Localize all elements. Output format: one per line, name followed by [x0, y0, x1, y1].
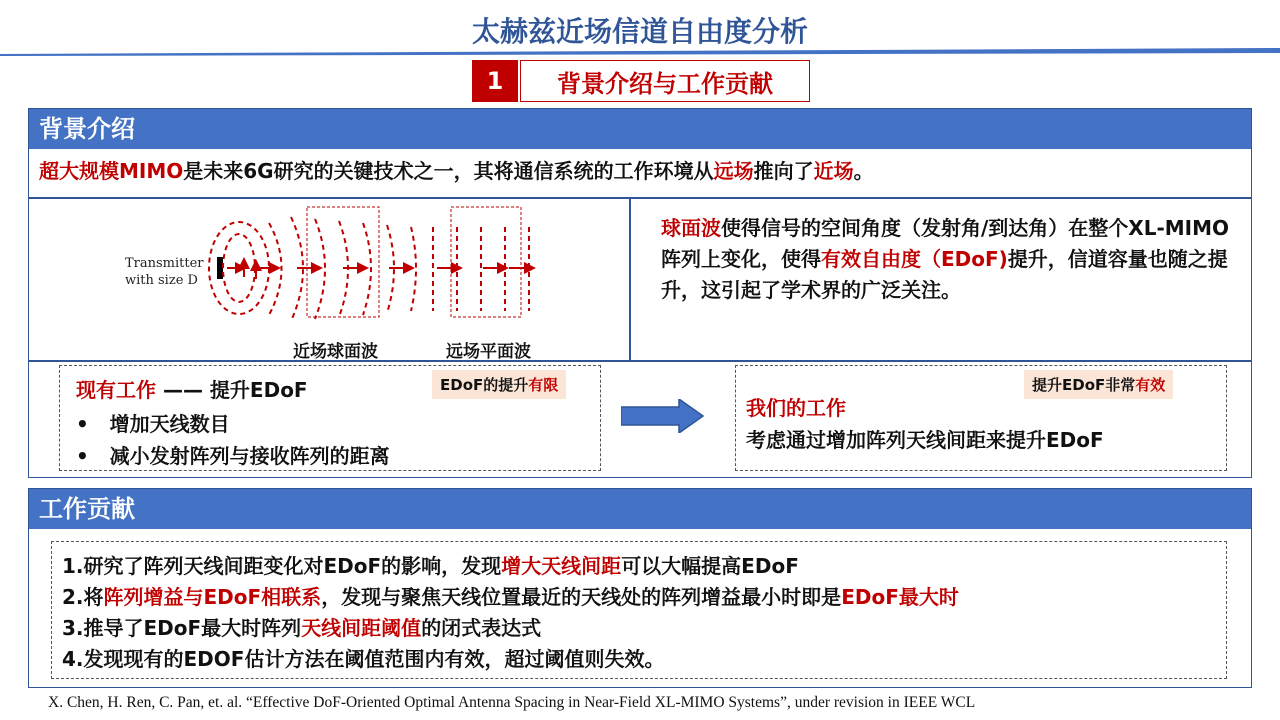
- existing-work-title: 现有工作 —— 提升EDoF: [76, 378, 308, 402]
- background-panel: [28, 108, 1252, 478]
- near-field-label: 近场球面波: [293, 342, 378, 362]
- transmitter-label: Transmitter with size D: [125, 256, 204, 288]
- list-item: 1.研究了阵列天线间距变化对EDoF的影响，发现增大天线间距可以大幅提高EDoF: [62, 554, 799, 578]
- list-item: 3.推导了EDoF最大时阵列天线间距阈值的闭式表达式: [62, 616, 542, 640]
- list-item: 2.将阵列增益与EDoF相联系，发现与聚焦天线位置最近的天线处的阵列增益最小时即是EDoF最大时: [62, 585, 959, 609]
- intro-text: 超大规模MIMO是未来6G研究的关键技术之一，其将通信系统的工作环境从远场推向了近场。: [39, 159, 874, 183]
- contribution-panel: [28, 488, 1252, 688]
- section-title: 背景介绍与工作贡献: [520, 60, 810, 102]
- divider: [629, 197, 631, 360]
- page-title: 太赫兹近场信道自由度分析: [471, 15, 808, 48]
- transmitter-icon: [217, 257, 223, 279]
- background-header: 背景介绍: [29, 109, 1251, 149]
- bullet-item: • 增加天线数目: [76, 412, 230, 436]
- our-work-desc: 考虑通过增加阵列天线间距来提升EDoF: [746, 428, 1104, 452]
- existing-work-tag: EDoF的提升有限: [432, 370, 566, 399]
- far-field-frame: [451, 207, 521, 317]
- our-work-title: 我们的工作: [746, 396, 846, 420]
- our-work-box: [735, 365, 1227, 471]
- existing-work-box: [59, 365, 601, 471]
- our-work-tag: 提升EDoF非常有效: [1024, 370, 1173, 399]
- divider: [29, 360, 1251, 362]
- bullet-item: • 减小发射阵列与接收阵列的距离: [76, 444, 390, 468]
- reference-citation: X. Chen, H. Ren, C. Pan, et. al. “Effective DoF-Oriented Optimal Antenna Spacing in Near-Field XL-MIMO Systems”, under revision in IEEE WCL: [48, 694, 976, 711]
- contribution-list: [51, 541, 1227, 679]
- contribution-header: 工作贡献: [29, 489, 1251, 529]
- list-item: 4.发现现有的EDOF估计方法在阈值范围内有效，超过阈值则失效。: [62, 647, 665, 671]
- spherical-wave-text: 球面波使得信号的空间角度（发射角/到达角）在整个XL-MIMO阵列上变化，使得有效自由度（EDoF)提升，信道容量也随之提升，这引起了学术界的广泛关注。: [661, 216, 1230, 302]
- title-underline: [0, 46, 1280, 60]
- right-arrow-icon: [621, 399, 705, 433]
- near-field-frame: [307, 207, 379, 317]
- far-field-label: 远场平面波: [446, 342, 531, 362]
- divider: [29, 197, 1251, 199]
- section-number: 1: [472, 60, 518, 102]
